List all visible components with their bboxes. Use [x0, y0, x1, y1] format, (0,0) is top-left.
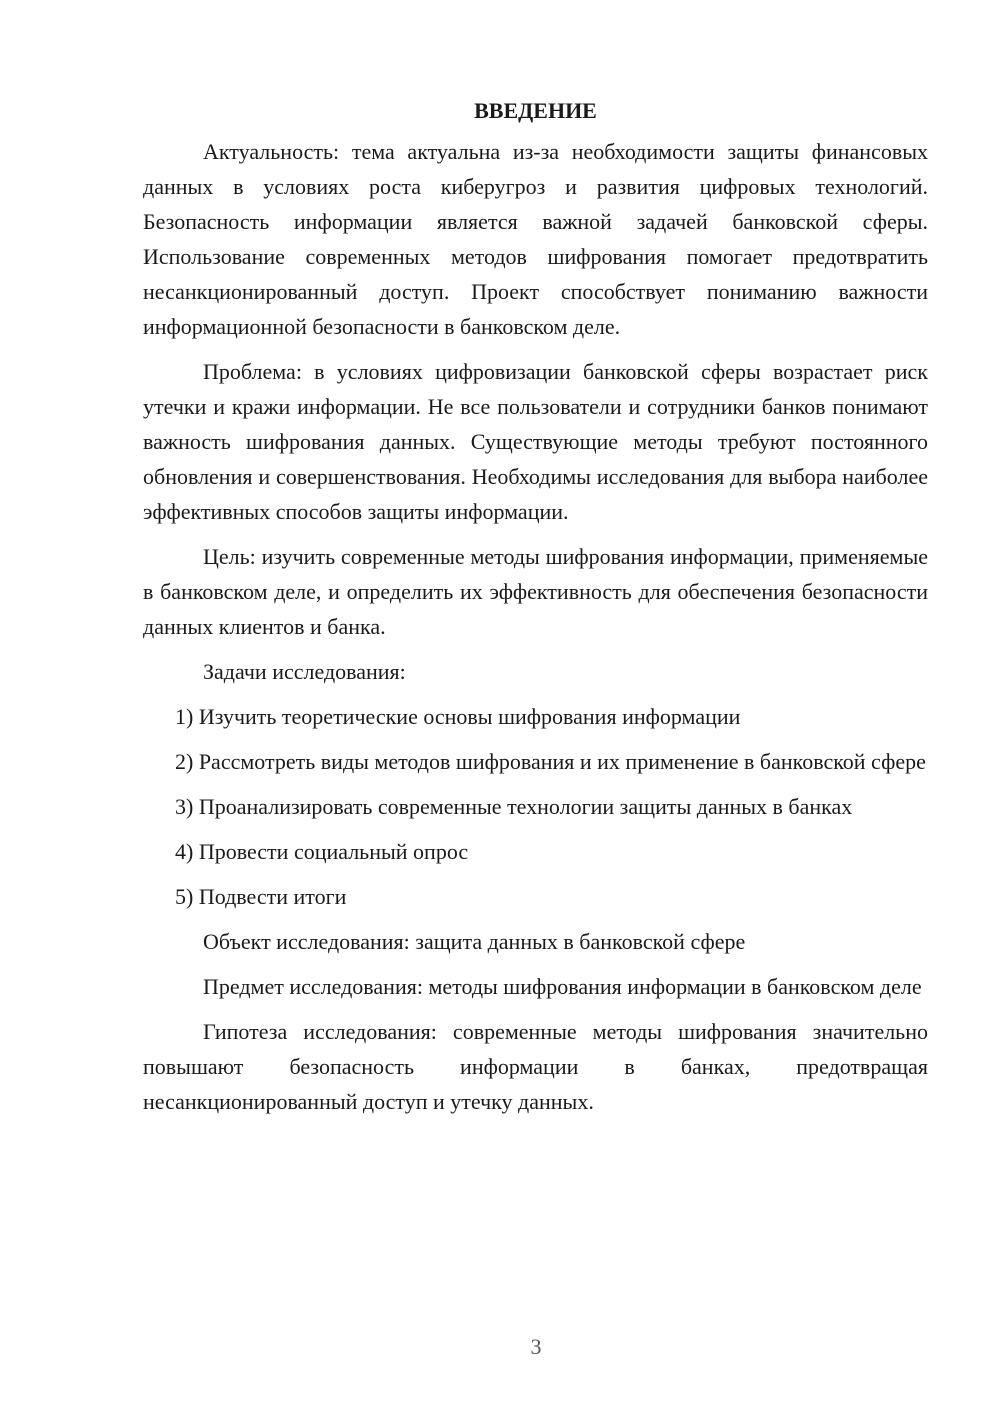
- task-item-3: 3) Проанализировать современные технологии защиты данных в банках: [175, 794, 853, 819]
- paragraph-relevance: Актуальность: тема актуальна из-за необходимости защиты финансовых данных в условиях роста киберугроз и развития цифровых технологий. Безопасность информации является важной задачей банковской сферы. Использование современных методов шифрования помогает предотвратить несанкционированный доступ. Проект способствует пониманию важности информационной безопасности в банковском деле.: [143, 139, 928, 339]
- paragraph-goal: Цель: изучить современные методы шифрования информации, применяемые в банковском деле, и определить их эффективность для обеспечения безопасности данных клиентов и банка.: [143, 544, 928, 639]
- task-item-1: 1) Изучить теоретические основы шифрования информации: [175, 704, 741, 729]
- document-page: [143, 96, 928, 1129]
- task-item-2: 2) Рассмотреть виды методов шифрования и их применение в банковской сфере: [175, 749, 926, 774]
- document-title: ВВЕДЕНИЕ: [474, 98, 597, 123]
- paragraph-problem: Проблема: в условиях цифровизации банковской сферы возрастает риск утечки и кражи информации. Не все пользователи и сотрудники банков понимают важность шифрования данных. Существующие методы требуют постоянного обновления и совершенствования. Необходимы исследования для выбора наиболее эффективных способов защиты информации.: [143, 359, 928, 524]
- page-number: 3: [530, 1334, 542, 1359]
- paragraph-object: Объект исследования: защита данных в банковской сфере: [203, 929, 746, 954]
- tasks-heading: Задачи исследования:: [203, 659, 406, 684]
- paragraph-hypothesis: Гипотеза исследования: современные методы шифрования значительно повышают безопасность информации в банках, предотвращая несанкционированный доступ и утечку данных.: [143, 1019, 928, 1114]
- paragraph-subject: Предмет исследования: методы шифрования информации в банковском деле: [203, 974, 922, 999]
- task-item-4: 4) Провести социальный опрос: [175, 839, 469, 864]
- task-item-5: 5) Подвести итоги: [175, 884, 347, 909]
